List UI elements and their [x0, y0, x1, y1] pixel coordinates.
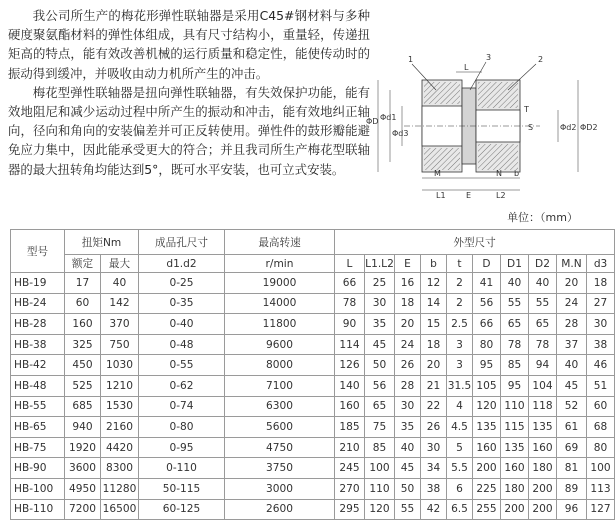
table-cell: 34	[421, 458, 447, 479]
table-cell: 40	[101, 273, 139, 294]
table-cell: 37	[557, 334, 587, 355]
table-row	[11, 396, 615, 417]
col-D1: D1	[501, 255, 529, 273]
col-t: t	[447, 255, 473, 273]
table-cell: 225	[473, 478, 501, 499]
table-cell: 110	[365, 478, 395, 499]
table-cell: 24	[557, 293, 587, 314]
table-cell: 6300	[225, 396, 335, 417]
table-cell: 95	[501, 375, 529, 396]
dim-b: b	[514, 169, 520, 178]
table-cell: 14000	[225, 293, 335, 314]
table-cell: 60-125	[139, 499, 225, 520]
coupling-drawing	[364, 50, 600, 200]
table-cell: 7200	[65, 499, 101, 520]
spec-table	[10, 229, 615, 520]
table-row	[11, 499, 615, 520]
col-speed: 最高转速	[225, 230, 335, 255]
coupling-cross-section	[364, 50, 600, 200]
table-cell: 11280	[101, 478, 139, 499]
table-cell: 3600	[65, 458, 101, 479]
table-cell: 200	[473, 458, 501, 479]
table-cell: 90	[335, 314, 365, 335]
table-cell: 180	[501, 478, 529, 499]
table-cell: 2160	[101, 417, 139, 438]
table-subheader-row	[11, 255, 615, 273]
table-cell: 685	[65, 396, 101, 417]
table-cell: 135	[529, 417, 557, 438]
table-cell: 114	[335, 334, 365, 355]
table-cell: 1920	[65, 437, 101, 458]
table-cell: 78	[529, 334, 557, 355]
col-L: L	[335, 255, 365, 273]
col-model: 型号	[11, 230, 65, 273]
table-cell: 66	[335, 273, 365, 294]
table-cell: 42	[421, 499, 447, 520]
table-cell: 1030	[101, 355, 139, 376]
table-cell: 55	[395, 499, 421, 520]
table-cell: 18	[395, 293, 421, 314]
col-d1d2: d1.d2	[139, 255, 225, 273]
table-cell: 750	[101, 334, 139, 355]
table-cell: 22	[421, 396, 447, 417]
intro-paragraph-2: 梅花型弹性联轴器是扭向弹性联轴器，有失效保护功能，能有效地阻尼和减少运动过程中所产生的振动和冲击，能有效地纠正轴向，径向和角向的安装偏差并可正反转使用。弹性件的鼓形瓣能避免应力集中，因此能承受更大的符合；并且我司所生产梅花型联轴器的最大扭转角均能达到5°，既可水平安装，也可立式安装。	[8, 84, 370, 177]
dim-D: ΦD	[366, 117, 379, 126]
table-cell: 28	[395, 375, 421, 396]
table-cell: 0-55	[139, 355, 225, 376]
table-cell: 38	[421, 478, 447, 499]
table-cell: 5	[447, 437, 473, 458]
dim-D2: ΦD2	[580, 123, 598, 132]
table-cell: 96	[557, 499, 587, 520]
table-cell: 142	[101, 293, 139, 314]
table-cell: 78	[335, 293, 365, 314]
dim-T: T	[524, 105, 529, 114]
table-body	[11, 273, 615, 520]
table-cell: 2600	[225, 499, 335, 520]
table-cell: 135	[501, 437, 529, 458]
table-cell: 525	[65, 375, 101, 396]
table-cell: 325	[65, 334, 101, 355]
table-cell: 0-74	[139, 396, 225, 417]
table-cell: 104	[529, 375, 557, 396]
table-cell: 245	[335, 458, 365, 479]
table-cell: 51	[587, 375, 615, 396]
col-E: E	[395, 255, 421, 273]
table-cell: 2.5	[447, 314, 473, 335]
model-cell: HB-19	[11, 273, 65, 294]
table-cell: 180	[529, 458, 557, 479]
model-cell: HB-110	[11, 499, 65, 520]
table-cell: 20	[557, 273, 587, 294]
table-cell: 41	[473, 273, 501, 294]
table-row	[11, 314, 615, 335]
col-D: D	[473, 255, 501, 273]
table-cell: 61	[557, 417, 587, 438]
table-cell: 6	[447, 478, 473, 499]
table-cell: 3750	[225, 458, 335, 479]
table-header-row	[11, 230, 615, 255]
table-cell: 200	[501, 499, 529, 520]
col-dimensions: 外型尺寸	[335, 230, 615, 255]
table-cell: 25	[365, 273, 395, 294]
table-cell: 110	[501, 396, 529, 417]
model-cell: HB-65	[11, 417, 65, 438]
table-cell: 113	[587, 478, 615, 499]
table-row	[11, 273, 615, 294]
table-row	[11, 375, 615, 396]
table-cell: 28	[557, 314, 587, 335]
col-D2: D2	[529, 255, 557, 273]
table-cell: 17	[65, 273, 101, 294]
model-cell: HB-90	[11, 458, 65, 479]
table-cell: 940	[65, 417, 101, 438]
table-row	[11, 437, 615, 458]
table-cell: 45	[557, 375, 587, 396]
model-cell: HB-75	[11, 437, 65, 458]
table-cell: 120	[365, 499, 395, 520]
table-cell: 7100	[225, 375, 335, 396]
table-cell: 69	[557, 437, 587, 458]
table-cell: 16	[395, 273, 421, 294]
table-cell: 255	[473, 499, 501, 520]
table-cell: 65	[501, 314, 529, 335]
table-cell: 52	[557, 396, 587, 417]
dim-M: M	[434, 169, 441, 178]
table-cell: 26	[421, 417, 447, 438]
table-cell: 80	[587, 437, 615, 458]
model-cell: HB-55	[11, 396, 65, 417]
table-cell: 4.5	[447, 417, 473, 438]
table-cell: 9600	[225, 334, 335, 355]
callout-3: 3	[486, 53, 492, 62]
model-cell: HB-24	[11, 293, 65, 314]
table-cell: 80	[473, 334, 501, 355]
dim-d2: Φd2	[560, 123, 577, 132]
table-cell: 40	[501, 273, 529, 294]
table-cell: 2	[447, 293, 473, 314]
table-cell: 55	[529, 293, 557, 314]
table-cell: 19000	[225, 273, 335, 294]
table-cell: 8300	[101, 458, 139, 479]
dim-E: E	[466, 191, 472, 200]
table-cell: 140	[335, 375, 365, 396]
table-cell: 118	[529, 396, 557, 417]
table-cell: 0-35	[139, 293, 225, 314]
table-cell: 200	[529, 478, 557, 499]
table-cell: 85	[501, 355, 529, 376]
col-torque: 扭矩Nm	[65, 230, 139, 255]
table-cell: 21	[421, 375, 447, 396]
table-cell: 200	[529, 499, 557, 520]
table-cell: 38	[587, 334, 615, 355]
intro-text	[8, 6, 370, 179]
table-cell: 0-25	[139, 273, 225, 294]
table-cell: 14	[421, 293, 447, 314]
callout-1: 1	[408, 55, 414, 64]
col-L1L2: L1.L2	[365, 255, 395, 273]
table-row	[11, 458, 615, 479]
table-cell: 0-110	[139, 458, 225, 479]
table-cell: 1530	[101, 396, 139, 417]
table-cell: 160	[335, 396, 365, 417]
table-cell: 35	[365, 314, 395, 335]
intro-paragraph-1: 我公司所生产的梅花形弹性联轴器是采用C45#钢材料与多种硬度聚氨酯材料的弹性体组成，具有尺寸结构小，重量轻，传递扭矩高的特点，能有效改善机械的运行质量和稳定性，能使传动时的振动得到缓冲，并吸收由动力机所产生的冲击。	[8, 8, 370, 81]
col-d3: d3	[587, 255, 615, 273]
callout-2: 2	[538, 55, 544, 64]
table-cell: 45	[395, 458, 421, 479]
col-rpm: r/min	[225, 255, 335, 273]
table-cell: 115	[501, 417, 529, 438]
model-cell: HB-48	[11, 375, 65, 396]
table-cell: 66	[473, 314, 501, 335]
dim-N: N	[496, 169, 502, 178]
table-cell: 6.5	[447, 499, 473, 520]
table-row	[11, 417, 615, 438]
table-cell: 26	[395, 355, 421, 376]
table-cell: 185	[335, 417, 365, 438]
table-row	[11, 355, 615, 376]
dim-L2: L2	[496, 191, 506, 200]
table-cell: 370	[101, 314, 139, 335]
table-cell: 30	[395, 396, 421, 417]
table-cell: 31.5	[447, 375, 473, 396]
table-cell: 8000	[225, 355, 335, 376]
table-cell: 160	[473, 437, 501, 458]
table-cell: 4750	[225, 437, 335, 458]
table-cell: 1210	[101, 375, 139, 396]
col-MN: M.N	[557, 255, 587, 273]
table-cell: 135	[473, 417, 501, 438]
table-row	[11, 334, 615, 355]
table-cell: 0-95	[139, 437, 225, 458]
table-cell: 160	[501, 458, 529, 479]
table-cell: 65	[529, 314, 557, 335]
dim-L: L	[464, 63, 469, 72]
table-cell: 5.5	[447, 458, 473, 479]
table-cell: 68	[587, 417, 615, 438]
table-cell: 0-80	[139, 417, 225, 438]
dim-L1: L1	[436, 191, 446, 200]
table-cell: 127	[587, 499, 615, 520]
table-cell: 35	[395, 417, 421, 438]
table-cell: 30	[587, 314, 615, 335]
table-cell: 50-115	[139, 478, 225, 499]
table-cell: 50	[395, 478, 421, 499]
table-cell: 4	[447, 396, 473, 417]
table-cell: 450	[65, 355, 101, 376]
table-cell: 40	[557, 355, 587, 376]
table-cell: 3	[447, 355, 473, 376]
table-cell: 0-40	[139, 314, 225, 335]
table-cell: 210	[335, 437, 365, 458]
table-cell: 126	[335, 355, 365, 376]
table-cell: 46	[587, 355, 615, 376]
table-cell: 160	[529, 437, 557, 458]
table-cell: 56	[365, 375, 395, 396]
model-cell: HB-100	[11, 478, 65, 499]
model-cell: HB-28	[11, 314, 65, 335]
table-cell: 0-62	[139, 375, 225, 396]
table-cell: 94	[529, 355, 557, 376]
dim-d3: Φd3	[392, 129, 409, 138]
col-rated: 额定	[65, 255, 101, 273]
table-cell: 295	[335, 499, 365, 520]
table-cell: 0-48	[139, 334, 225, 355]
col-b: b	[421, 255, 447, 273]
table-cell: 30	[421, 437, 447, 458]
dim-d1: Φd1	[380, 113, 397, 122]
table-cell: 16500	[101, 499, 139, 520]
table-cell: 55	[501, 293, 529, 314]
table-cell: 100	[587, 458, 615, 479]
table-cell: 3	[447, 334, 473, 355]
table-cell: 12	[421, 273, 447, 294]
table-cell: 60	[65, 293, 101, 314]
table-cell: 105	[473, 375, 501, 396]
col-bore: 成品孔尺寸	[139, 230, 225, 255]
dim-S: S	[528, 123, 534, 132]
col-max: 最大	[101, 255, 139, 273]
table-cell: 5600	[225, 417, 335, 438]
table-cell: 85	[365, 437, 395, 458]
model-cell: HB-42	[11, 355, 65, 376]
table-cell: 56	[473, 293, 501, 314]
table-cell: 81	[557, 458, 587, 479]
table-cell: 65	[365, 396, 395, 417]
table-cell: 4420	[101, 437, 139, 458]
model-cell: HB-38	[11, 334, 65, 355]
table-cell: 20	[395, 314, 421, 335]
unit-label: 单位：（mm）	[507, 211, 578, 224]
table-cell: 75	[365, 417, 395, 438]
table-cell: 4950	[65, 478, 101, 499]
table-cell: 45	[365, 334, 395, 355]
table-cell: 89	[557, 478, 587, 499]
table-cell: 78	[501, 334, 529, 355]
table-cell: 18	[421, 334, 447, 355]
table-cell: 24	[395, 334, 421, 355]
table-row	[11, 478, 615, 499]
table-cell: 2	[447, 273, 473, 294]
table-cell: 11800	[225, 314, 335, 335]
table-cell: 20	[421, 355, 447, 376]
table-cell: 15	[421, 314, 447, 335]
table-cell: 18	[587, 273, 615, 294]
table-cell: 60	[587, 396, 615, 417]
table-cell: 40	[529, 273, 557, 294]
table-cell: 160	[65, 314, 101, 335]
table-cell: 27	[587, 293, 615, 314]
table-cell: 30	[365, 293, 395, 314]
table-row	[11, 293, 615, 314]
table-cell: 95	[473, 355, 501, 376]
table-cell: 100	[365, 458, 395, 479]
table-cell: 40	[395, 437, 421, 458]
table-cell: 270	[335, 478, 365, 499]
table-cell: 120	[473, 396, 501, 417]
table-cell: 50	[365, 355, 395, 376]
table-cell: 3000	[225, 478, 335, 499]
